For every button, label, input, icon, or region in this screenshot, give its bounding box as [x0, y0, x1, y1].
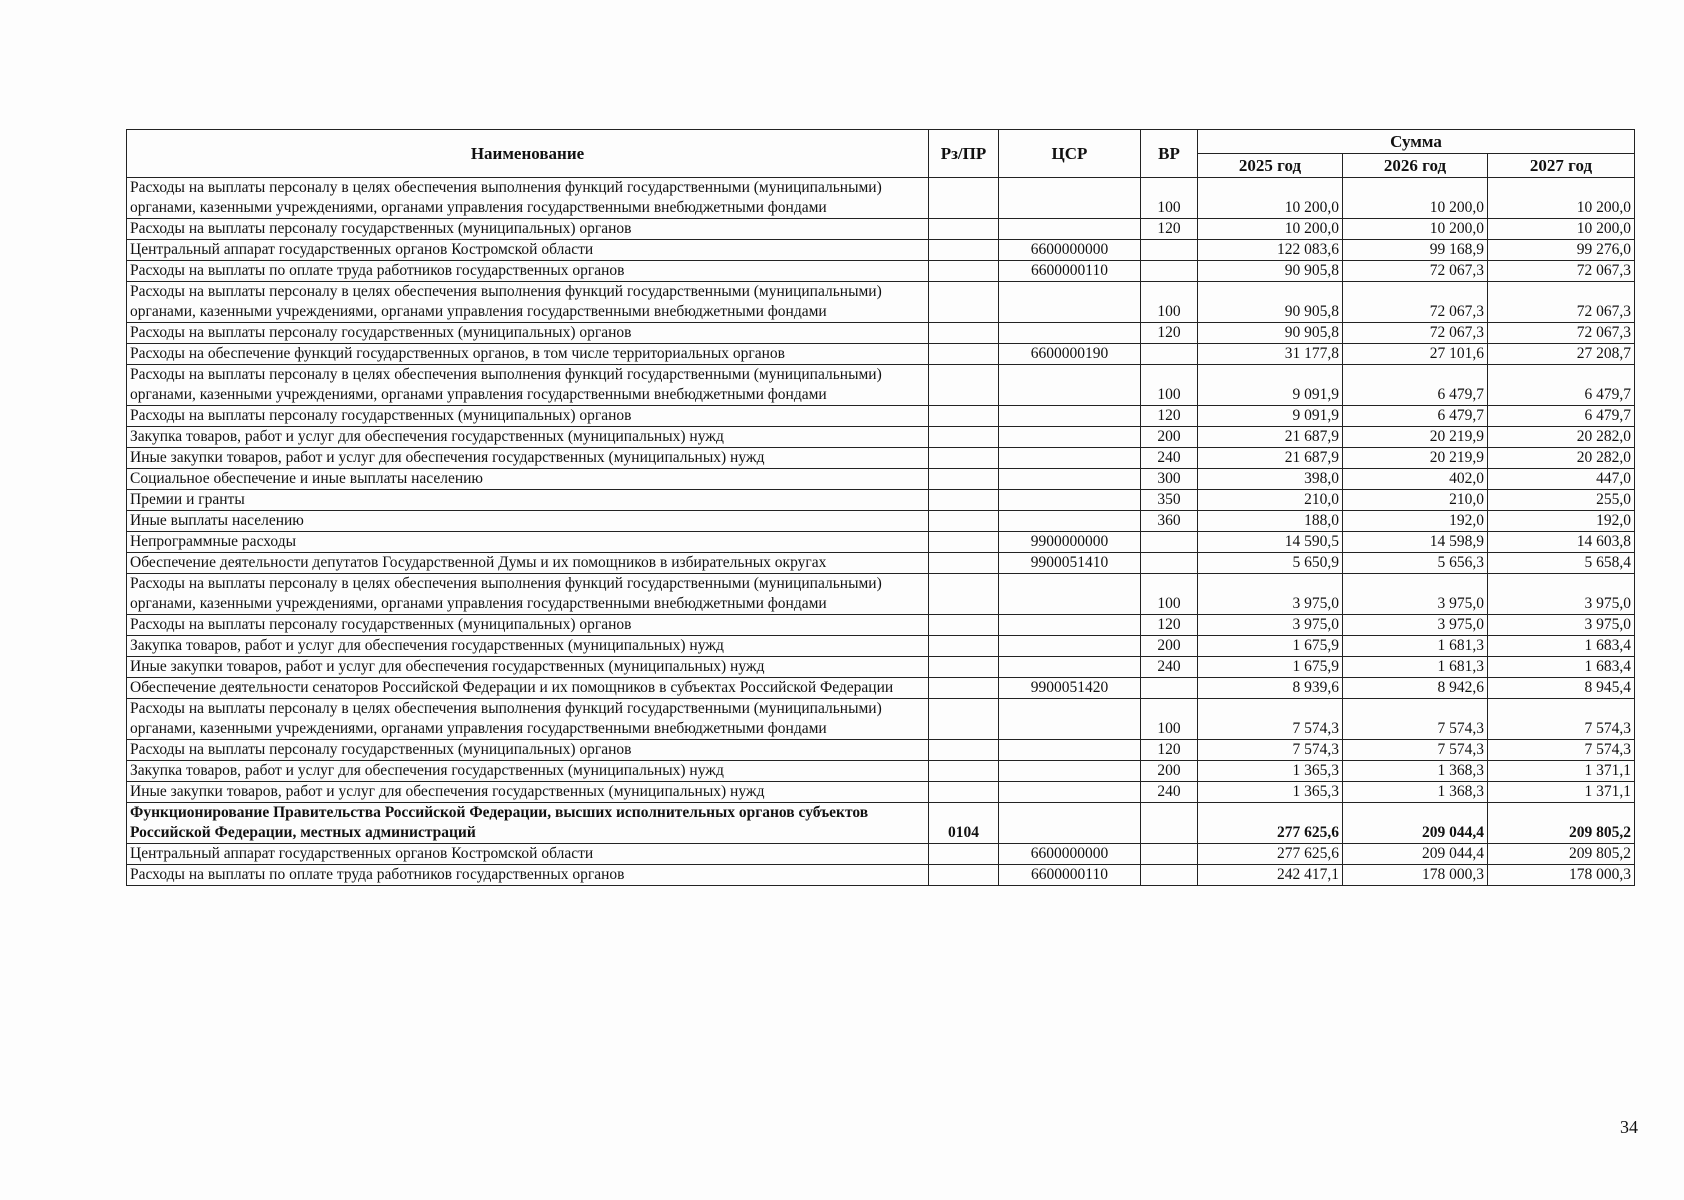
cell-2025: 242 417,1 — [1198, 865, 1343, 886]
cell-2027: 72 067,3 — [1488, 261, 1635, 282]
cell-name: Центральный аппарат государственных органов Костромской области — [127, 240, 929, 261]
budget-table — [126, 129, 1635, 886]
cell-name: Расходы на выплаты персоналу государственных (муниципальных) органов — [127, 323, 929, 344]
cell-rzpr — [929, 844, 999, 865]
cell-csr — [999, 782, 1141, 803]
cell-2026: 8 942,6 — [1343, 678, 1488, 699]
cell-2027: 178 000,3 — [1488, 865, 1635, 886]
table-row — [127, 657, 1635, 678]
cell-2025: 21 687,9 — [1198, 448, 1343, 469]
cell-csr: 6600000000 — [999, 240, 1141, 261]
cell-rzpr — [929, 636, 999, 657]
cell-csr: 6600000000 — [999, 844, 1141, 865]
cell-2026: 10 200,0 — [1343, 219, 1488, 240]
cell-rzpr — [929, 615, 999, 636]
cell-2025: 31 177,8 — [1198, 344, 1343, 365]
header-sum: Сумма — [1198, 130, 1635, 154]
table-row — [127, 865, 1635, 886]
cell-csr — [999, 219, 1141, 240]
table-row — [127, 240, 1635, 261]
header-rzpr: Рз/ПР — [929, 130, 999, 178]
cell-2026: 192,0 — [1343, 511, 1488, 532]
cell-rzpr — [929, 344, 999, 365]
cell-2027: 5 658,4 — [1488, 553, 1635, 574]
cell-2025: 9 091,9 — [1198, 406, 1343, 427]
cell-2025: 122 083,6 — [1198, 240, 1343, 261]
cell-rzpr — [929, 657, 999, 678]
cell-csr: 9900051410 — [999, 553, 1141, 574]
cell-name: Расходы на выплаты по оплате труда работников государственных органов — [127, 261, 929, 282]
cell-2026: 209 044,4 — [1343, 803, 1488, 844]
cell-rzpr — [929, 678, 999, 699]
cell-vr — [1141, 532, 1198, 553]
cell-2027: 27 208,7 — [1488, 344, 1635, 365]
cell-2027: 99 276,0 — [1488, 240, 1635, 261]
cell-name: Расходы на выплаты персоналу государственных (муниципальных) органов — [127, 740, 929, 761]
cell-name: Закупка товаров, работ и услуг для обеспечения государственных (муниципальных) нужд — [127, 761, 929, 782]
cell-vr — [1141, 865, 1198, 886]
table-row — [127, 282, 1635, 323]
cell-2026: 178 000,3 — [1343, 865, 1488, 886]
cell-name: Социальное обеспечение и иные выплаты населению — [127, 469, 929, 490]
cell-vr — [1141, 553, 1198, 574]
cell-2027: 1 371,1 — [1488, 782, 1635, 803]
cell-name: Расходы на выплаты персоналу в целях обеспечения выполнения функций государственными (муниципальными) органами, казенными учреждениями, органами управления государственными внебюджетными фондами — [127, 574, 929, 615]
cell-2025: 21 687,9 — [1198, 427, 1343, 448]
table-row — [127, 574, 1635, 615]
cell-2025: 3 975,0 — [1198, 574, 1343, 615]
cell-2025: 14 590,5 — [1198, 532, 1343, 553]
cell-csr — [999, 469, 1141, 490]
cell-name: Расходы на обеспечение функций государственных органов, в том числе территориальных органов — [127, 344, 929, 365]
cell-vr: 200 — [1141, 427, 1198, 448]
cell-rzpr — [929, 427, 999, 448]
cell-csr — [999, 323, 1141, 344]
cell-2027: 3 975,0 — [1488, 615, 1635, 636]
cell-2026: 99 168,9 — [1343, 240, 1488, 261]
cell-vr: 120 — [1141, 615, 1198, 636]
cell-rzpr — [929, 865, 999, 886]
cell-rzpr — [929, 323, 999, 344]
cell-2025: 1 675,9 — [1198, 636, 1343, 657]
table-row — [127, 553, 1635, 574]
cell-2027: 1 683,4 — [1488, 657, 1635, 678]
cell-2025: 90 905,8 — [1198, 323, 1343, 344]
cell-name: Расходы на выплаты персоналу в целях обеспечения выполнения функций государственными (муниципальными) органами, казенными учреждениями, органами управления государственными внебюджетными фондами — [127, 365, 929, 406]
cell-vr: 300 — [1141, 469, 1198, 490]
table-row — [127, 178, 1635, 219]
cell-2026: 5 656,3 — [1343, 553, 1488, 574]
table-row — [127, 427, 1635, 448]
cell-2025: 277 625,6 — [1198, 844, 1343, 865]
cell-csr — [999, 406, 1141, 427]
cell-2027: 72 067,3 — [1488, 282, 1635, 323]
cell-vr: 100 — [1141, 699, 1198, 740]
cell-2025: 1 675,9 — [1198, 657, 1343, 678]
table-row — [127, 740, 1635, 761]
table-row — [127, 261, 1635, 282]
table-row — [127, 406, 1635, 427]
cell-2027: 447,0 — [1488, 469, 1635, 490]
header-year-2026: 2026 год — [1343, 154, 1488, 178]
cell-rzpr — [929, 261, 999, 282]
table-body — [127, 178, 1635, 886]
cell-2026: 1 681,3 — [1343, 657, 1488, 678]
cell-rzpr — [929, 740, 999, 761]
cell-csr — [999, 574, 1141, 615]
cell-2026: 72 067,3 — [1343, 261, 1488, 282]
cell-vr — [1141, 844, 1198, 865]
header-vr: ВР — [1141, 130, 1198, 178]
cell-rzpr — [929, 219, 999, 240]
cell-2026: 6 479,7 — [1343, 365, 1488, 406]
cell-2025: 3 975,0 — [1198, 615, 1343, 636]
cell-vr: 360 — [1141, 511, 1198, 532]
cell-rzpr — [929, 574, 999, 615]
cell-2027: 7 574,3 — [1488, 740, 1635, 761]
cell-rzpr — [929, 699, 999, 740]
table-row — [127, 490, 1635, 511]
table-row — [127, 844, 1635, 865]
cell-2027: 72 067,3 — [1488, 323, 1635, 344]
cell-vr: 350 — [1141, 490, 1198, 511]
cell-rzpr: 0104 — [929, 803, 999, 844]
cell-2026: 6 479,7 — [1343, 406, 1488, 427]
cell-name: Закупка товаров, работ и услуг для обеспечения государственных (муниципальных) нужд — [127, 427, 929, 448]
cell-2025: 210,0 — [1198, 490, 1343, 511]
cell-rzpr — [929, 178, 999, 219]
cell-2025: 10 200,0 — [1198, 178, 1343, 219]
cell-2026: 210,0 — [1343, 490, 1488, 511]
cell-rzpr — [929, 553, 999, 574]
cell-2026: 209 044,4 — [1343, 844, 1488, 865]
cell-name: Расходы на выплаты персоналу государственных (муниципальных) органов — [127, 406, 929, 427]
cell-csr: 6600000110 — [999, 865, 1141, 886]
cell-vr: 100 — [1141, 178, 1198, 219]
cell-2026: 14 598,9 — [1343, 532, 1488, 553]
cell-2027: 7 574,3 — [1488, 699, 1635, 740]
cell-csr — [999, 615, 1141, 636]
cell-vr: 100 — [1141, 282, 1198, 323]
cell-csr — [999, 490, 1141, 511]
cell-2027: 1 683,4 — [1488, 636, 1635, 657]
cell-2026: 72 067,3 — [1343, 323, 1488, 344]
cell-2025: 90 905,8 — [1198, 261, 1343, 282]
cell-csr — [999, 427, 1141, 448]
cell-rzpr — [929, 490, 999, 511]
cell-2025: 8 939,6 — [1198, 678, 1343, 699]
cell-rzpr — [929, 782, 999, 803]
cell-2025: 398,0 — [1198, 469, 1343, 490]
cell-name: Непрограммные расходы — [127, 532, 929, 553]
cell-2026: 7 574,3 — [1343, 740, 1488, 761]
cell-csr — [999, 761, 1141, 782]
header-year-2027: 2027 год — [1488, 154, 1635, 178]
cell-2026: 20 219,9 — [1343, 427, 1488, 448]
table-row — [127, 323, 1635, 344]
cell-2027: 6 479,7 — [1488, 406, 1635, 427]
cell-vr: 200 — [1141, 761, 1198, 782]
cell-name: Иные закупки товаров, работ и услуг для обеспечения государственных (муниципальных) нужд — [127, 657, 929, 678]
table-row — [127, 469, 1635, 490]
cell-2027: 10 200,0 — [1488, 178, 1635, 219]
cell-rzpr — [929, 365, 999, 406]
table-row — [127, 511, 1635, 532]
cell-2027: 255,0 — [1488, 490, 1635, 511]
cell-2027: 14 603,8 — [1488, 532, 1635, 553]
cell-2026: 1 368,3 — [1343, 782, 1488, 803]
cell-vr — [1141, 261, 1198, 282]
cell-rzpr — [929, 511, 999, 532]
cell-rzpr — [929, 761, 999, 782]
table-row — [127, 615, 1635, 636]
cell-2025: 277 625,6 — [1198, 803, 1343, 844]
table-row — [127, 532, 1635, 553]
cell-name: Обеспечение деятельности депутатов Государственной Думы и их помощников в избирательных округах — [127, 553, 929, 574]
table-row — [127, 803, 1635, 844]
cell-2027: 209 805,2 — [1488, 844, 1635, 865]
cell-name: Центральный аппарат государственных органов Костромской области — [127, 844, 929, 865]
cell-name: Расходы на выплаты персоналу государственных (муниципальных) органов — [127, 219, 929, 240]
table-row — [127, 219, 1635, 240]
cell-2025: 1 365,3 — [1198, 761, 1343, 782]
cell-csr — [999, 282, 1141, 323]
cell-2027: 20 282,0 — [1488, 427, 1635, 448]
cell-vr: 100 — [1141, 365, 1198, 406]
cell-vr — [1141, 678, 1198, 699]
cell-csr: 6600000110 — [999, 261, 1141, 282]
cell-vr — [1141, 240, 1198, 261]
cell-name: Расходы на выплаты по оплате труда работников государственных органов — [127, 865, 929, 886]
cell-name: Обеспечение деятельности сенаторов Российской Федерации и их помощников в субъектах Российской Федерации — [127, 678, 929, 699]
cell-csr — [999, 448, 1141, 469]
cell-csr: 9900000000 — [999, 532, 1141, 553]
cell-2026: 27 101,6 — [1343, 344, 1488, 365]
cell-name: Премии и гранты — [127, 490, 929, 511]
cell-2025: 5 650,9 — [1198, 553, 1343, 574]
cell-csr: 9900051420 — [999, 678, 1141, 699]
cell-2025: 1 365,3 — [1198, 782, 1343, 803]
table-row — [127, 699, 1635, 740]
cell-2026: 10 200,0 — [1343, 178, 1488, 219]
header-year-2025: 2025 год — [1198, 154, 1343, 178]
cell-2025: 188,0 — [1198, 511, 1343, 532]
cell-name: Расходы на выплаты персоналу в целях обеспечения выполнения функций государственными (муниципальными) органами, казенными учреждениями, органами управления государственными внебюджетными фондами — [127, 178, 929, 219]
cell-csr — [999, 365, 1141, 406]
cell-vr — [1141, 803, 1198, 844]
cell-csr — [999, 178, 1141, 219]
cell-csr — [999, 636, 1141, 657]
cell-vr — [1141, 344, 1198, 365]
cell-csr — [999, 740, 1141, 761]
cell-vr: 100 — [1141, 574, 1198, 615]
table-row — [127, 782, 1635, 803]
cell-csr — [999, 657, 1141, 678]
cell-2027: 209 805,2 — [1488, 803, 1635, 844]
cell-name: Расходы на выплаты персоналу в целях обеспечения выполнения функций государственными (муниципальными) органами, казенными учреждениями, органами управления государственными внебюджетными фондами — [127, 282, 929, 323]
cell-2027: 192,0 — [1488, 511, 1635, 532]
cell-2027: 10 200,0 — [1488, 219, 1635, 240]
cell-2025: 7 574,3 — [1198, 740, 1343, 761]
cell-vr: 240 — [1141, 657, 1198, 678]
cell-2025: 9 091,9 — [1198, 365, 1343, 406]
cell-2025: 90 905,8 — [1198, 282, 1343, 323]
page-number: 34 — [1620, 1117, 1638, 1137]
cell-2026: 3 975,0 — [1343, 615, 1488, 636]
cell-csr: 6600000190 — [999, 344, 1141, 365]
cell-2026: 72 067,3 — [1343, 282, 1488, 323]
cell-2026: 7 574,3 — [1343, 699, 1488, 740]
cell-vr: 120 — [1141, 740, 1198, 761]
header-csr: ЦСР — [999, 130, 1141, 178]
cell-rzpr — [929, 469, 999, 490]
cell-vr: 200 — [1141, 636, 1198, 657]
cell-rzpr — [929, 406, 999, 427]
cell-2025: 7 574,3 — [1198, 699, 1343, 740]
cell-2026: 20 219,9 — [1343, 448, 1488, 469]
cell-2026: 1 681,3 — [1343, 636, 1488, 657]
table-row — [127, 365, 1635, 406]
cell-2027: 6 479,7 — [1488, 365, 1635, 406]
cell-2027: 20 282,0 — [1488, 448, 1635, 469]
cell-vr: 240 — [1141, 782, 1198, 803]
cell-rzpr — [929, 448, 999, 469]
cell-rzpr — [929, 532, 999, 553]
cell-2027: 1 371,1 — [1488, 761, 1635, 782]
table-row — [127, 448, 1635, 469]
cell-rzpr — [929, 282, 999, 323]
table-row — [127, 678, 1635, 699]
cell-2026: 1 368,3 — [1343, 761, 1488, 782]
table-row — [127, 636, 1635, 657]
cell-csr — [999, 511, 1141, 532]
cell-csr — [999, 699, 1141, 740]
cell-vr: 120 — [1141, 406, 1198, 427]
cell-2027: 8 945,4 — [1488, 678, 1635, 699]
cell-2027: 3 975,0 — [1488, 574, 1635, 615]
cell-2026: 402,0 — [1343, 469, 1488, 490]
cell-2025: 10 200,0 — [1198, 219, 1343, 240]
cell-vr: 120 — [1141, 323, 1198, 344]
cell-csr — [999, 803, 1141, 844]
cell-rzpr — [929, 240, 999, 261]
cell-name: Функционирование Правительства Российской Федерации, высших исполнительных органов субъектов Российской Федерации, местных администраций — [127, 803, 929, 844]
cell-name: Иные выплаты населению — [127, 511, 929, 532]
cell-name: Закупка товаров, работ и услуг для обеспечения государственных (муниципальных) нужд — [127, 636, 929, 657]
cell-vr: 120 — [1141, 219, 1198, 240]
cell-name: Расходы на выплаты персоналу в целях обеспечения выполнения функций государственными (муниципальными) органами, казенными учреждениями, органами управления государственными внебюджетными фондами — [127, 699, 929, 740]
cell-name: Расходы на выплаты персоналу государственных (муниципальных) органов — [127, 615, 929, 636]
cell-name: Иные закупки товаров, работ и услуг для обеспечения государственных (муниципальных) нужд — [127, 448, 929, 469]
cell-name: Иные закупки товаров, работ и услуг для обеспечения государственных (муниципальных) нужд — [127, 782, 929, 803]
cell-vr: 240 — [1141, 448, 1198, 469]
header-name: Наименование — [127, 130, 929, 178]
table-row — [127, 761, 1635, 782]
table-row — [127, 344, 1635, 365]
cell-2026: 3 975,0 — [1343, 574, 1488, 615]
